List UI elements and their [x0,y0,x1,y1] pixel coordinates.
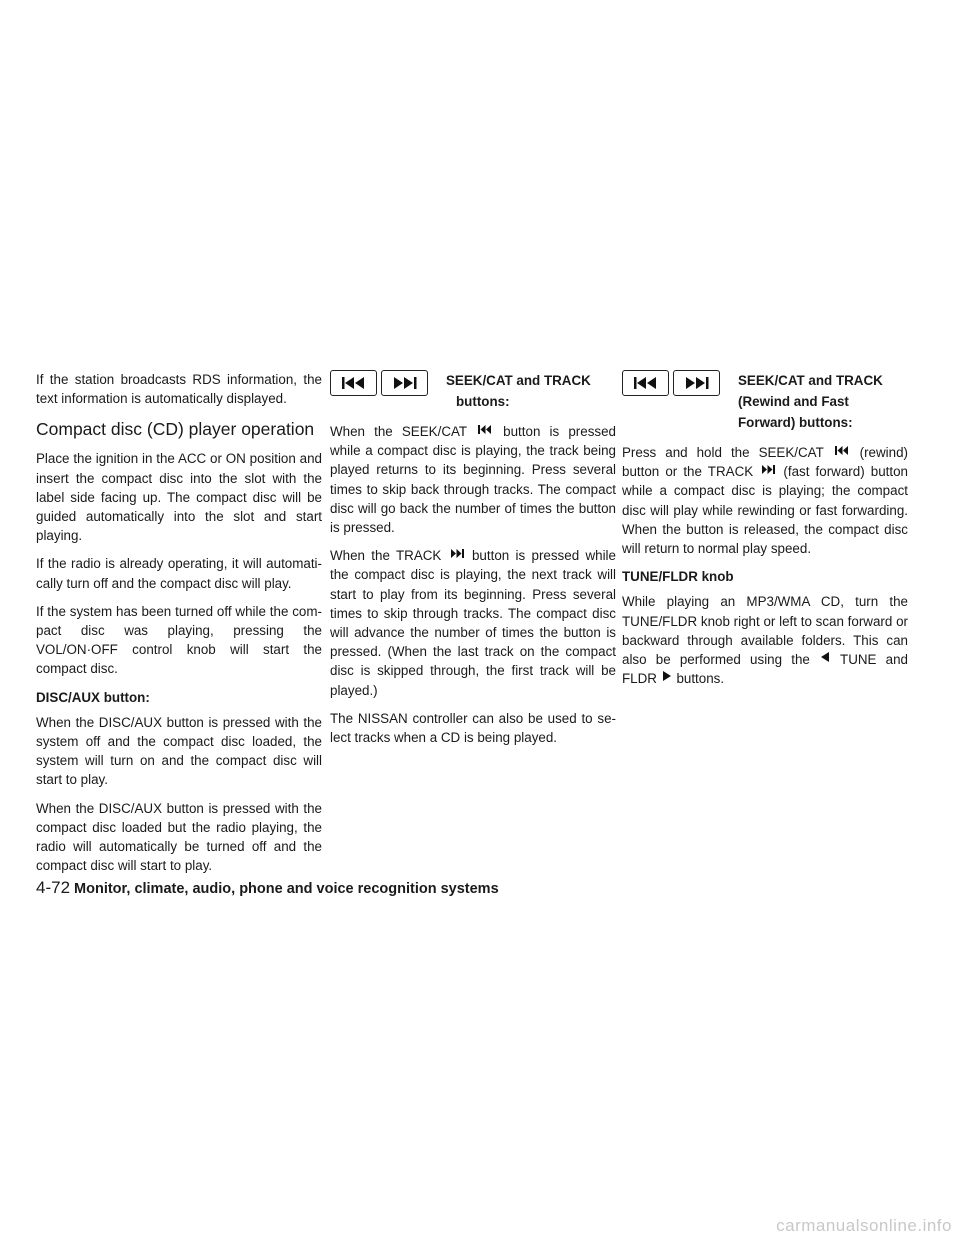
nissan-controller-paragraph: The NISSAN controller can also be used to se- lect tracks when a CD is being played. [330,710,616,746]
tune-fldr-paragraph [622,592,908,688]
heading-line-2: (Rewind and Fast [738,394,849,409]
chapter-title: Monitor, climate, audio, phone and voice recognition systems [74,881,499,897]
seek-button-box [330,370,377,396]
rewind-ff-heading-text [738,370,883,433]
cd-insert-paragraph: Place the ignition in the ACC or ON position and insert the compact disc into the slot with the label side facing up. The compact disc will be guided automatically into the slot and start playing. [36,451,322,544]
heading-line-2: buttons: [456,394,510,409]
track-text-before: When the TRACK [330,548,442,564]
watermark: carmanualsonline.info [776,1216,952,1235]
skip-forward-icon [392,377,418,389]
seek-cat-text-before: When the SEEK/CAT [330,424,467,439]
tune-fldr-text-mid: TUNE and FLDR [622,652,908,687]
seek-cat-text-after: button is pressed while a compact disc is playing, the track being played returns to its beginning. Press several times to skip back through tracks. The compact disc will go back the number of times the button is pressed. [330,424,616,536]
column-left [36,370,322,884]
skip-back-icon [478,425,492,434]
system-off-paragraph: If the system has been turned off while the com- pact disc was playing, pressing the VOL/ON·OFF control knob will start the compact disc. [36,603,322,677]
skip-forward-icon [450,549,464,558]
tune-fldr-text-after: buttons. [676,671,725,687]
seek-track-button-illustration [330,370,432,396]
seek-track-heading [330,370,616,412]
column-right [622,370,908,697]
track-button-box [381,370,428,396]
skip-back-icon [835,446,849,455]
page-number: 4-72 [36,878,71,897]
press-hold-paragraph [622,443,908,558]
skip-back-icon [341,377,367,389]
triangle-right-icon [663,671,671,681]
rewind-ff-heading [622,370,908,433]
track-button-box [673,370,720,396]
subheading-disc-aux: DISC/AUX button: [36,689,150,705]
skip-forward-icon [761,465,775,474]
skip-back-icon [633,377,659,389]
rewind-ff-button-illustration [622,370,724,396]
section-title-cd-player: Compact disc (CD) player operation [36,419,315,440]
column-middle [330,370,616,756]
page-footer [36,878,499,898]
subheading-tune-fldr: TUNE/FLDR knob [622,569,734,585]
skip-forward-icon [684,377,710,389]
track-paragraph [330,546,616,700]
seek-cat-paragraph [330,422,616,537]
seek-track-heading-text [446,370,591,412]
disc-aux-paragraph-2: When the DISC/AUX button is pressed with the compact disc loaded but the radio playing, the radio will automatically be turned off and the compact disc will start to play. [36,800,322,874]
seek-button-box [622,370,669,396]
heading-line-1: SEEK/CAT and TRACK [446,373,591,388]
disc-aux-paragraph-1: When the DISC/AUX button is pressed with the system off and the compact disc loaded, the system will turn on and the compact disc will start to play. [36,714,322,788]
rds-intro-paragraph: If the station broadcasts RDS information, the text information is automatically displayed. [36,372,322,407]
tune-fldr-text-before: While playing an MP3/WMA CD, turn the TUNE/FLDR knob right or left to scan forward or backward through available folders. This can also be performed using the [622,594,908,668]
heading-line-1: SEEK/CAT and TRACK [738,373,883,388]
track-text-after: button is pressed while the compact disc is playing, the next track will start to play from its beginning. Press several times to skip through tracks. The compact disc will advance the number of times the button is pressed. (When the last track on the compact disc is skipped through, the first track will be played.) [330,548,616,698]
heading-line-3: Forward) buttons: [738,415,853,430]
triangle-left-icon [821,652,829,662]
press-hold-text-before: Press and hold the SEEK/CAT [622,445,824,460]
radio-operating-paragraph: If the radio is already operating, it will automati- cally turn off and the compact disc will play. [36,556,322,591]
press-hold-text-mid: (rewind) button or the TRACK [622,445,908,480]
press-hold-text-after: (fast forward) button while a compact disc is playing; the compact disc will play while rewinding or fast forwarding. When the button is released, the compact disc will return to normal play speed. [622,464,908,557]
